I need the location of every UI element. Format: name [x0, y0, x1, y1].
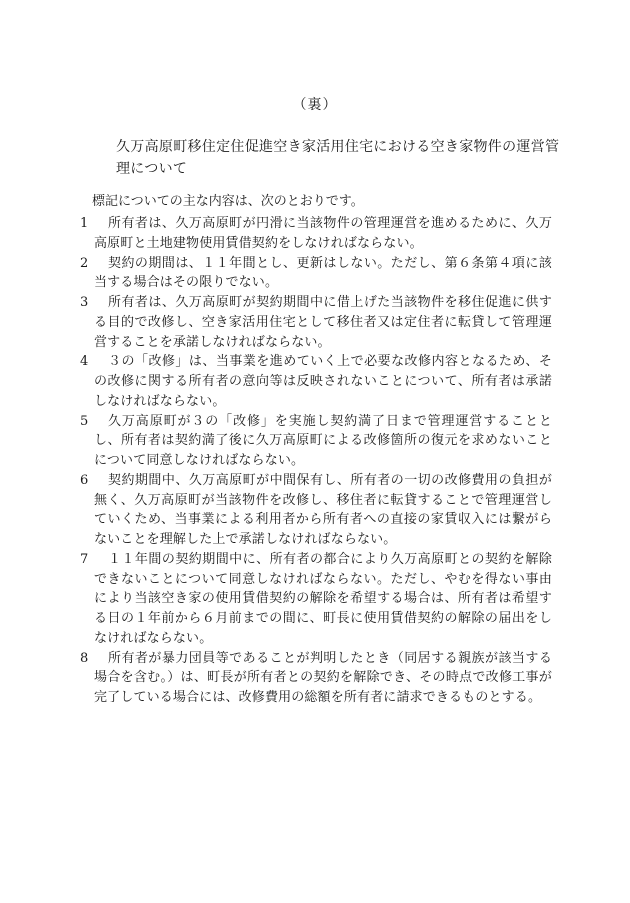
clause-item — [80, 471, 552, 550]
side-label: （裏） — [292, 97, 338, 113]
clause-list — [80, 214, 552, 708]
clause-item — [80, 550, 552, 649]
clause-text: 所有者は、久万高原町が円滑に当該物件の管理運営を進めるために、久万高原町と土地建物使用賃借契約をしなければならない。 — [94, 216, 552, 251]
clause-text: 契約の期間は、１１年間とし、更新はしない。ただし、第６条第４項に該当する場合はその限りでない。 — [94, 255, 552, 291]
clause-item — [80, 412, 552, 471]
clause-item — [80, 254, 552, 294]
clause-item — [80, 214, 552, 254]
clause-text: 所有者は、久万高原町が契約期間中に借上げた当該物件を移住促進に供する目的で改修し、空き家活用住宅として移住者又は定住者に転貸して管理運営することを承諾しなければならない。 — [94, 295, 552, 350]
clause-text: 契約期間中、久万高原町が中間保有し、所有者の一切の改修費用の負担が無く、久万高原町が当該物件を改修し、移住者に転貸することで管理運営していくため、当事業による利用者から所有者への直接の家賃収入には繋がらないことを理解した上で承諾しなければならない。 — [94, 472, 552, 547]
clause-number: 4 — [80, 354, 89, 370]
clause-text: 所有者が暴力団員等であることが判明したとき（同居する親族が該当する場合を含む。）は、町長が所有者との契約を解除でき、その時点で改修工事が完了している場合には、改修費用の総額を所有者に請求できるものとする。 — [94, 650, 552, 705]
intro-text: 標記についての主な内容は、次のとおりです。 — [92, 194, 364, 209]
document-title: 久万高原町移住定住促進空き家活用住宅における空き家物件の運営管理について — [116, 139, 560, 177]
clause-number: 5 — [80, 413, 89, 429]
clause-number: 2 — [80, 255, 89, 271]
clause-item — [80, 352, 552, 411]
clause-text: 久万高原町が３の「改修」を実施し契約満了日まで管理運営することとし、所有者は契約満了後に久万高原町による改修箇所の復元を求めないことについて同意しなければならない。 — [94, 413, 552, 468]
clause-item — [80, 293, 552, 352]
clause-number: 3 — [80, 295, 89, 310]
clause-item — [80, 649, 552, 708]
clause-number: 7 — [80, 551, 89, 567]
clause-number: 8 — [80, 650, 89, 666]
clause-number: 6 — [80, 472, 89, 488]
clause-text: １１年間の契約期間中に、所有者の都合により久万高原町との契約を解除できないことについて同意しなければならない。ただし、やむを得ない事由により当該空き家の使用賃借契約の解除を希望する場合は、所有者は希望する日の１年前から６月前までの間に、町長に使用賃借契約の解除の届出をしなければならない。 — [94, 551, 552, 646]
clause-text: ３の「改修」は、当事業を進めていく上で必要な改修内容となるため、その改修に関する所有者の意向等は反映されないことについて、所有者は承諾しなければならない。 — [94, 354, 552, 409]
clause-number: 1 — [80, 216, 89, 231]
